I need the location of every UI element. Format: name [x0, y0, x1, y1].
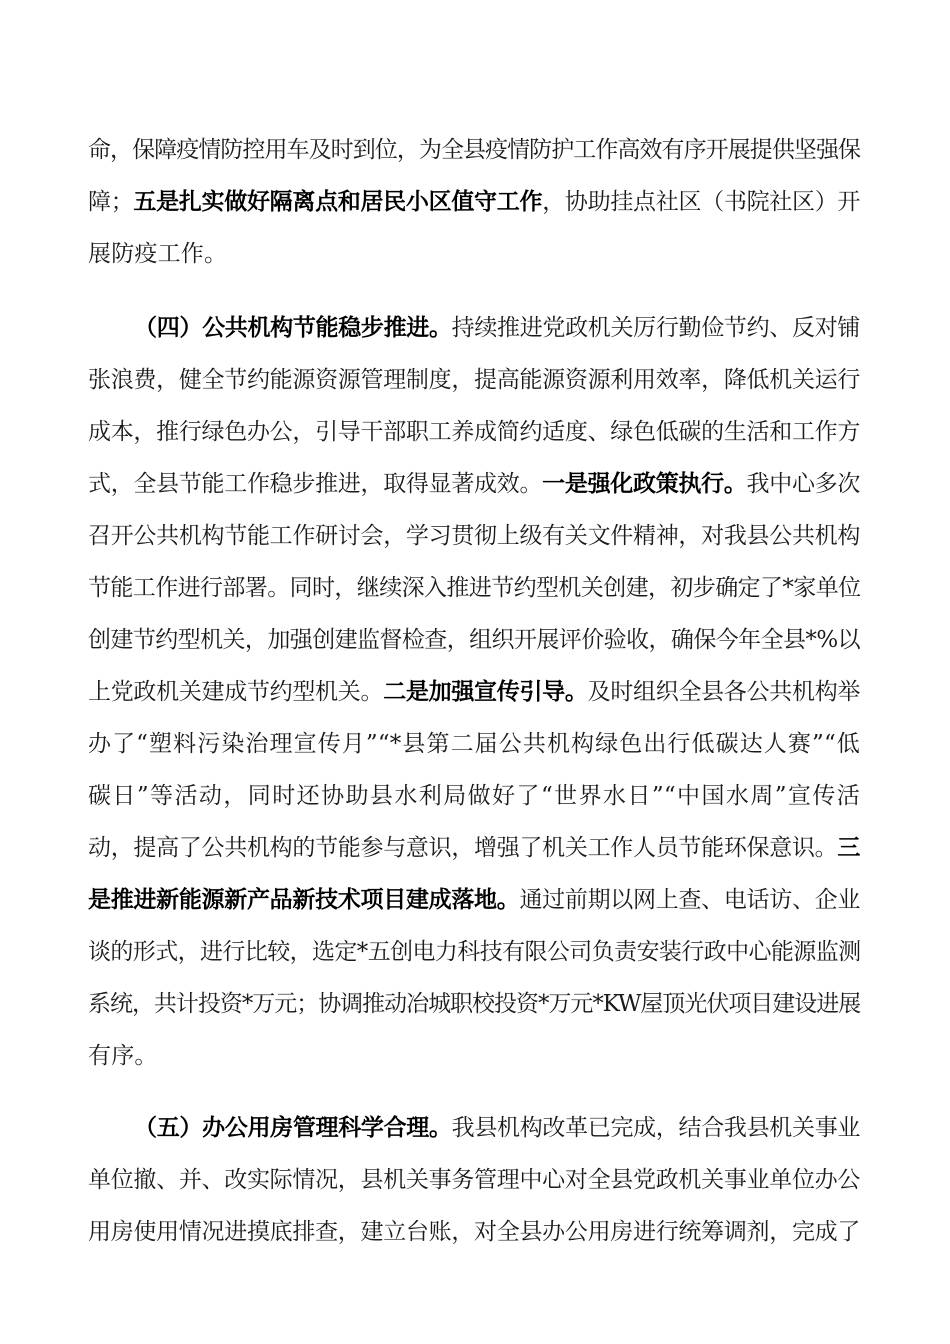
paragraph-line — [88, 874, 860, 926]
bold-text-run: 是推进新能源新产品新技术项目建成落地。 — [88, 886, 520, 913]
paragraph-line — [88, 614, 860, 666]
section-heading: （四）公共机构节能稳步推进。 — [134, 314, 452, 341]
paragraph-line — [88, 822, 860, 874]
text-run: 命，保障疫情防控用车及时到位，为全县疫情防护工作高效有序开展提供坚强保 — [88, 137, 860, 163]
text-run: 节能工作进行部署。同时，继续深入推进节约型机关创建，初步确定了*家单位 — [88, 575, 861, 601]
section-heading-line — [88, 1102, 860, 1154]
paragraph-line — [88, 978, 860, 1030]
paragraph-line — [88, 1030, 860, 1082]
text-run: 成本，推行绿色办公，引导干部职工养成简约适度、绿色低碳的生活和工作方 — [88, 419, 860, 445]
text-run: 有序。 — [88, 1043, 158, 1069]
text-run: 障； — [88, 189, 134, 215]
paragraph-line — [88, 176, 860, 228]
text-run: 办了“塑料污染治理宣传月”“*县第二届公共机构绿色出行低碳达人赛”“低 — [88, 731, 860, 757]
text-run: 通过前期以网上查、电话访、企业 — [519, 887, 860, 913]
section-heading: （五）办公用房管理科学合理。 — [134, 1114, 452, 1141]
paragraph-line — [88, 354, 860, 406]
text-run: 张浪费，健全节约能源资源管理制度，提高能源资源利用效率，降低机关运行 — [88, 367, 860, 393]
text-run: 持续推进党政机关厉行勤俭节约、反对铺 — [451, 315, 860, 341]
text-run: 及时组织全县各公共机构举 — [587, 679, 861, 705]
text-run: 系统，共计投资*万元；协调推动冶城职校投资*万元*KW屋顶光伏项目建设进展 — [88, 991, 860, 1017]
paragraph-line — [88, 228, 860, 280]
paragraph-line — [88, 666, 860, 718]
paragraph-line — [88, 510, 860, 562]
paragraph-line — [88, 718, 860, 770]
bold-text-run: 三 — [837, 834, 860, 861]
text-run: 碳日”等活动，同时还协助县水利局做好了“世界水日”“中国水周”宣传活 — [88, 783, 860, 809]
paragraph-line — [88, 770, 860, 822]
text-run: 式，全县节能工作稳步推进，取得显著成效。 — [88, 471, 543, 497]
text-run: 创建节约型机关，加强创建监督检查，组织开展评价验收，确保今年全县*%以 — [88, 627, 860, 653]
text-run: 我中心多次 — [746, 471, 860, 497]
paragraph-line — [88, 1154, 860, 1206]
bold-text-run: 二是加强宣传引导。 — [383, 678, 588, 705]
text-run: 用房使用情况进摸底排查，建立台账，对全县办公用房进行统筹调剂，完成了 — [88, 1219, 860, 1245]
text-run: 上党政机关建成节约型机关。 — [88, 679, 384, 705]
bold-text-run: 一是强化政策执行。 — [542, 470, 747, 497]
section-heading-line — [88, 302, 860, 354]
text-run: 展防疫工作。 — [88, 241, 228, 267]
text-run: 单位撤、并、改实际情况，县机关事务管理中心对全县党政机关事业单位办公 — [88, 1167, 860, 1193]
paragraph-line — [88, 458, 860, 510]
paragraph-line — [88, 926, 860, 978]
text-run: 动，提高了公共机构的节能参与意识，增强了机关工作人员节能环保意识。 — [88, 835, 838, 861]
text-run: 召开公共机构节能工作研讨会，学习贯彻上级有关文件精神，对我县公共机构 — [88, 523, 860, 549]
paragraph-line — [88, 562, 860, 614]
paragraph-line — [88, 406, 860, 458]
paragraph-line — [88, 124, 860, 176]
text-run: 我县机构改革已完成，结合我县机关事业 — [451, 1115, 860, 1141]
bold-text-run: 五是扎实做好隔离点和居民小区值守工作 — [133, 188, 543, 215]
paragraph-line — [88, 1206, 860, 1258]
text-run: ，协助挂点社区（书院社区）开 — [542, 189, 860, 215]
text-run: 谈的形式，进行比较，选定*五创电力科技有限公司负责安装行政中心能源监测 — [88, 939, 861, 965]
